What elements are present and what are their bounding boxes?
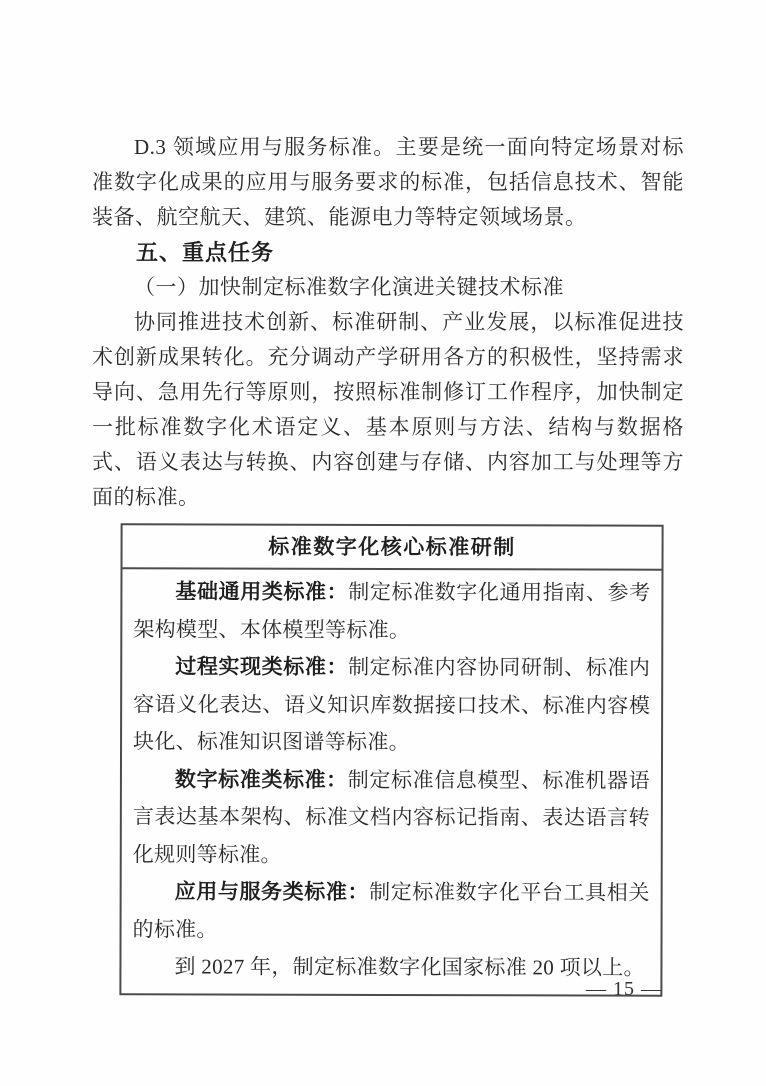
subsection-heading-accelerate-standards: （一）加快制定标准数字化演进关键技术标准: [134, 275, 564, 299]
section-heading-key-tasks: 五、重点任务: [136, 240, 275, 265]
core-standards-box: [119, 523, 663, 996]
box-item-basic-general: [133, 573, 650, 649]
page-content: [92, 130, 684, 996]
box-item-application-service-text: 制定标准数字化平台工具相关的标准。: [132, 879, 650, 942]
page-number: — 15 —: [586, 978, 662, 1000]
paragraph-task-description: 协同推进技术创新、标准研制、产业发展，以标准促进技术创新成果转化。充分调动产学研用各方的积极性，坚持需求导向、急用先行等原则，按照标准制修订工作程序，加快制定一批标准数字化术语定义、基本原则与方法、结构与数据格式、语义表达与转换、内容创建与存储、内容加工与处理等方面的标准。: [92, 310, 684, 509]
core-standards-box-title: 标准数字化核心标准研制: [122, 525, 661, 570]
box-item-basic-general-text: 制定标准数字化通用指南、参考架构模型、本体模型等标准。: [133, 579, 651, 642]
box-goal-line: 到 2027 年，制定标准数字化国家标准 20 项以上。: [174, 954, 645, 980]
core-standards-box-body: [121, 569, 661, 994]
box-item-process-realization-text: 制定标准内容协同研制、标准内容语义化表达、语义知识库数据接口技术、标准内容模块化、标准知识图谱等标准。: [133, 654, 651, 755]
paragraph-d3-domain-standards: D.3 领域应用与服务标准。主要是统一面向特定场景对标准数字化成果的应用与服务要求的标准，包括信息技术、智能装备、航空航天、建筑、能源电力等特定领域场景。: [92, 135, 684, 229]
box-item-digital-standard-lead: 数字标准类标准：: [174, 767, 348, 792]
box-item-application-service-lead: 应用与服务类标准：: [174, 880, 370, 904]
box-item-process-realization-lead: 过程实现类标准：: [175, 655, 349, 679]
box-item-process-realization: [133, 648, 650, 762]
box-item-digital-standard-text: 制定标准信息模型、标准机器语言表达基本架构、标准文档内容标记指南、表达语言转化规则等标准。: [132, 767, 650, 867]
box-item-basic-general-lead: 基础通用类标准：: [175, 580, 349, 604]
box-item-digital-standard: [133, 761, 650, 875]
box-item-application-service: [133, 873, 650, 949]
